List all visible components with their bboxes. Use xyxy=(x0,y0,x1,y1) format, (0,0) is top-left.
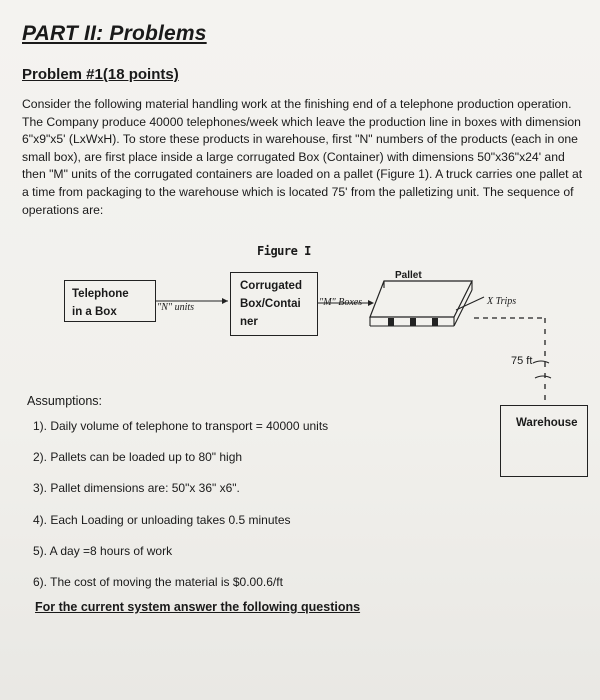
corrugated-box-line2: Box/Contai xyxy=(240,298,301,310)
current-system-heading: For the current system answer the following questions xyxy=(35,600,361,614)
warehouse-box: Warehouse xyxy=(500,405,588,477)
figure-caption: Figure I xyxy=(257,244,311,258)
assumption-item: 4). Each Loading or unloading takes 0.5 minutes xyxy=(33,513,291,527)
distance-label: 75 ft xyxy=(511,355,533,367)
arrow-head-m xyxy=(368,300,374,306)
pallet-label: Pallet xyxy=(395,270,422,281)
problem-intro: Consider the following material handling work at the finishing end of a telephone production operation. The Company produce 40000 telephones/week which leave the production line in boxes with dimension 6"x9"x5' (LxWxH). To store these products in warehouse, first "N" numbers of the products (each in one small box), are first place inside a large corrugated Box (Container) with dimensions 50"x36"x24' and then "M" units of the corrugated containers are loaded on a pallet (Figure 1). A truck carries one pallet at a time from packaging to the warehouse which is located 75' from the palletizing unit. The sequence of operations are: xyxy=(22,97,583,217)
part-title: PART II: Problems xyxy=(22,22,207,45)
assumption-item: 6). The cost of moving the material is $0.00.6/ft xyxy=(33,575,283,589)
corrugated-box-line1: Corrugated xyxy=(240,280,302,292)
telephone-box-line1: Telephone xyxy=(72,288,129,300)
assumption-item: 3). Pallet dimensions are: 50"x 36" x6". xyxy=(33,481,240,495)
m-boxes-label: "M" Boxes xyxy=(319,297,363,308)
problem-title: Problem #1(18 points) xyxy=(22,66,179,83)
telephone-box-line2: in a Box xyxy=(72,306,117,318)
arrow-head-n xyxy=(222,298,228,304)
dimension-mark-bottom xyxy=(535,376,551,378)
corrugated-box-line3: ner xyxy=(240,316,258,328)
assumption-item: 1). Daily volume of telephone to transport = 40000 units xyxy=(33,419,329,433)
assumption-item: 5). A day =8 hours of work xyxy=(33,544,173,558)
assumption-item: 2). Pallets can be loaded up to 80" high xyxy=(33,450,243,464)
pallet-icon xyxy=(370,281,472,326)
corrugated-box xyxy=(230,272,318,336)
dimension-mark-top xyxy=(533,361,549,363)
n-units-label: "N" units xyxy=(157,302,195,313)
x-trips-label: X Trips xyxy=(487,296,517,307)
assumptions-title: Assumptions: xyxy=(27,394,103,408)
telephone-box xyxy=(64,280,156,322)
